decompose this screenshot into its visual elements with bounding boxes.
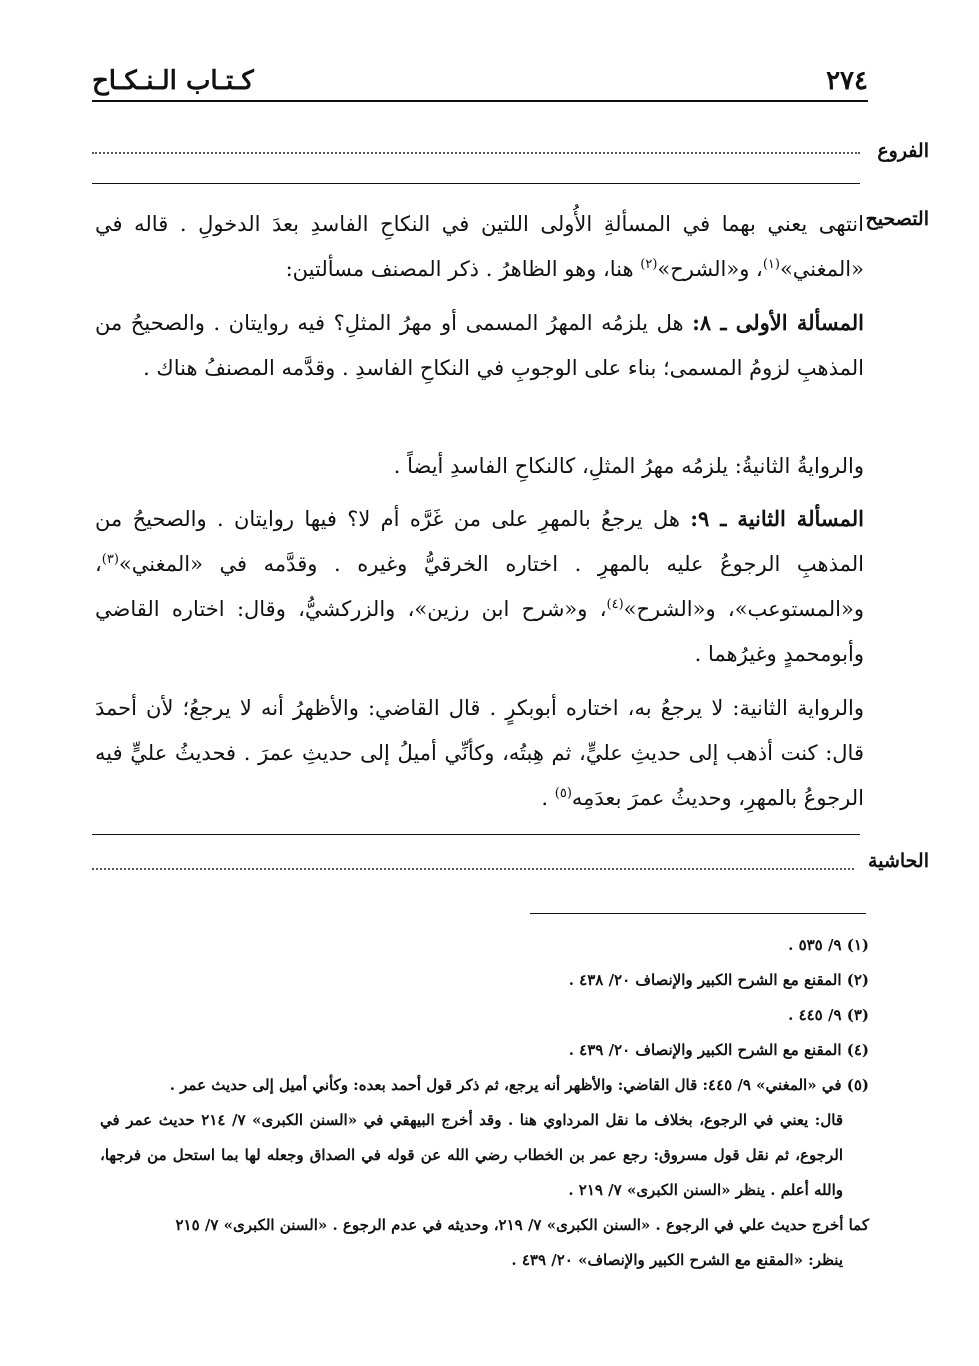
intro-tail: هنا، وهو الظاهرُ . ذكر المصنف مسألتين: (285, 257, 641, 281)
masala-2-riwaya-2-end: . (541, 786, 555, 810)
intro-text: انتهى يعني بهما في المسألةِ الأُولى اللتين في النكاحِ الفاسدِ بعدَ الدخولِ . قاله في (95, 212, 864, 236)
intro-paragraph (95, 202, 864, 292)
running-header (92, 66, 868, 100)
label-furu: الفروع (877, 140, 929, 162)
footnote-3: (٣) ٩/ ٤٤٥ . (788, 1006, 869, 1024)
footnote-ref-1[interactable]: (١) (762, 257, 780, 272)
masala-2-text-c: ، و«شرح ابن رزين»، والزركشيُّ، وقال: اختاره القاضي وأبومحمدٍ وغيرُهما . (95, 597, 864, 666)
footnotes (100, 928, 869, 1278)
masala-1-text: هل يلزمُه المهرُ المسمى أو مهرُ المثلِ؟ فيه روايتان . والصحيحُ من المذهبِ لزومُ المسمى؛ بناء على الوجوبِ في النكاحِ الفاسدِ . وقدَّمه المصنفُ هناك . (95, 311, 864, 380)
footnote-5-extra-continued: ينظر: «المقنع مع الشرح الكبير والإنصاف» ٢٠/ ٤٣٩ . (511, 1251, 843, 1269)
page-number: ٢٧٤ (826, 66, 868, 96)
hashiya-dotted-line (92, 868, 854, 870)
footnote-5-continued: قال: يعني في الرجوع، بخلاف ما نقل المرداوي هنا . وقد أخرج البيهقي في «السنن الكبرى» ٧/ ٢١٤ حديث عمر في الرجوع، ثم نقل قول مسروق: رجع عمر بن الخطاب رضي الله عن قوله في الصداق وجعله لها بما استحل من فرجها، والله أعلم . ينظر «السنن الكبرى» ٧/ ٢١٩ . (100, 1111, 843, 1199)
footnote-separator (530, 913, 866, 914)
footnote-1: (١) ٩/ ٥٣٥ . (788, 936, 869, 954)
footnote-ref-4[interactable]: (٤) (606, 597, 624, 612)
section-rule-bottom (92, 834, 860, 835)
section-rule-top (92, 183, 860, 184)
masala-1-paragraph (95, 300, 864, 391)
intro-mughni: «المغني» (779, 257, 864, 281)
footnote-5-extra: كما أخرج حديث علي في الرجوع . «السنن الكبرى» ٧/ ٢١٩، وحديثه في عدم الرجوع . «السنن الكبرى» ٧/ ٢١٥ (175, 1216, 869, 1234)
footnote-4: (٤) المقنع مع الشرح الكبير والإنصاف ٢٠/ ٤٣٩ . (568, 1041, 869, 1059)
masala-2-riwaya-2 (95, 686, 864, 821)
footnote-5: (٥) في «المغني» ٩/ ٤٤٥: قال القاضي: والأظهر أنه يرجع، ثم ذكر قول أحمد بعده: وكأني أميل إلى حديث عمر . (169, 1076, 869, 1094)
label-hashiya: الحاشية (868, 850, 929, 872)
footnote-2: (٢) المقنع مع الشرح الكبير والإنصاف ٢٠/ ٤٣٨ . (568, 971, 869, 989)
label-tashih: التصحيح (865, 208, 929, 230)
book-title: كـتـاب الـنـكـاح (92, 66, 254, 96)
masala-2-riwaya-2-text: والرواية الثانية: لا يرجعُ به، اختاره أبوبكرٍ . قال القاضي: والأظهرُ أنه لا يرجعُ؛ لأن أحمدَ قال: كنت أذهب إلى حديثِ عليٍّ، ثم هِبتُه، وكأنِّي أميلُ إلى حديثِ عمرَ . فحديثُ عليٍّ فيه الرجوعُ بالمهرِ، وحديثُ عمرَ بعدَمِه (95, 696, 864, 810)
masala-1-title: المسألة الأولى ـ ٨: (692, 310, 864, 335)
intro-sharh: ، و«الشرح» (657, 257, 763, 281)
footnote-ref-2[interactable]: (٢) (640, 257, 658, 272)
masala-2-paragraph (95, 496, 864, 677)
masala-2-text-b: ، و«المستوعب»، و«الشرح» (95, 552, 864, 621)
footnote-ref-5[interactable]: (٥) (554, 786, 572, 801)
masala-1-riwaya-2-text: والروايةُ الثانيةُ: يلزمُه مهرُ المثلِ، كالنكاحِ الفاسدِ أيضاً . (393, 454, 864, 478)
footnote-ref-3[interactable]: (٣) (101, 552, 119, 567)
masala-2-title: المسألة الثانية ـ ٩: (690, 506, 864, 531)
header-rule (92, 100, 868, 102)
masala-2-text-a: هل يرجعُ بالمهرِ على من غَرَّه أم لا؟ فيها روايتان . والصحيحُ من المذهبِ الرجوعُ عليه بالمهرِ . اختاره الخرقيُّ وغيره . وقدَّمه في «المغني» (95, 507, 864, 576)
masala-1-riwaya-2 (95, 444, 864, 489)
furu-dotted-line (92, 152, 860, 154)
